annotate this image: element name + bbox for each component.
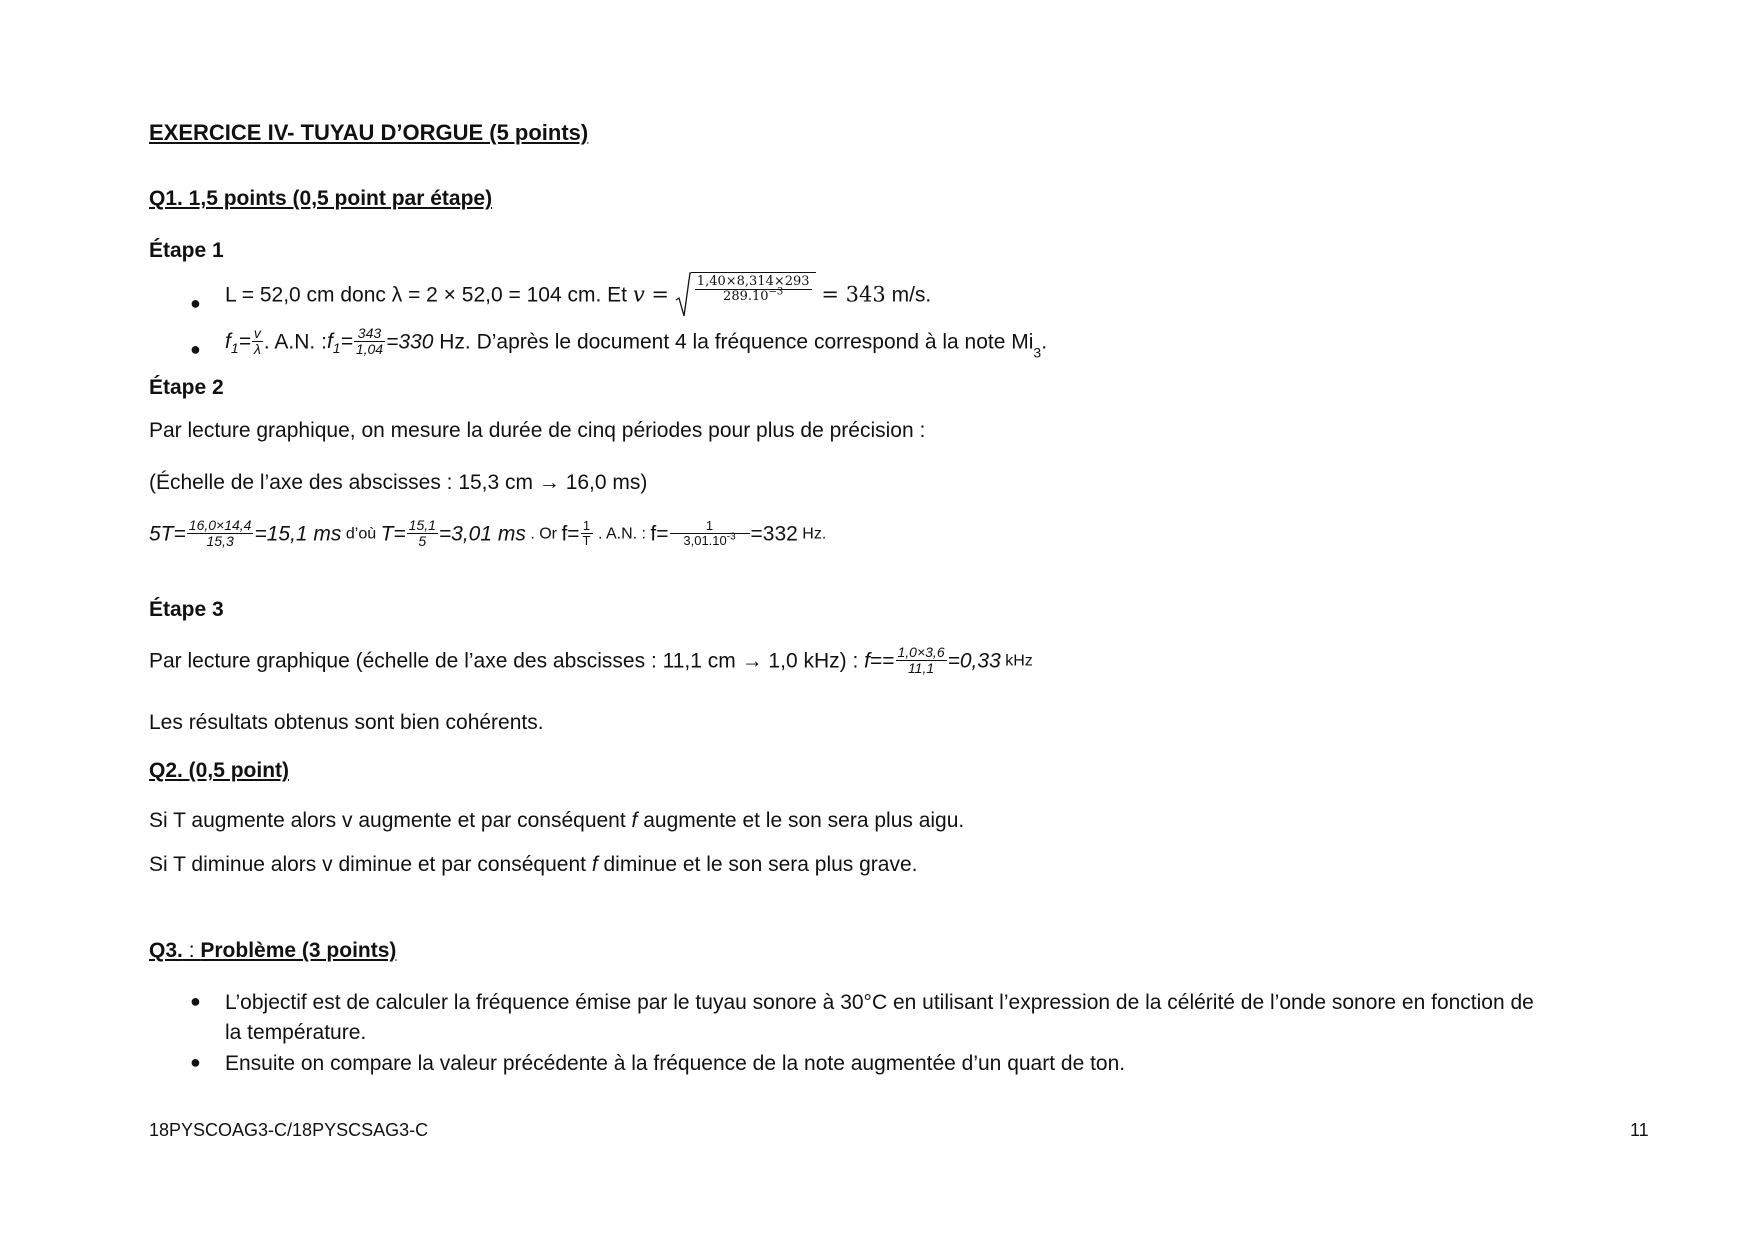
q2-line2: Si T diminue alors v diminue et par conséquent f diminue et le son sera plus grave. [149, 853, 918, 876]
frac-1-period: $\frac{1}{3,01.10^{-3}}$ [670, 519, 750, 549]
etape1-bullet1 [225, 272, 931, 318]
q2-line1: Si T augmente alors v augmente et par conséquent f augmente et le son sera plus aigu. [149, 809, 965, 832]
etape2-line2: (Échelle de l’axe des abscisses : 15,3 cm → 16,0 ms) [149, 471, 648, 494]
velocity-result: = 343 [821, 282, 886, 307]
q3-heading: Q3. : Problème (3 points) [149, 939, 397, 962]
etape3-line1: Par lecture graphique (échelle de l’axe des abscisses : 11,1 cm → 1,0 kHz) : f== $\frac{1,0\times 3,6}{11,1}$ =0,33 kHz [149, 644, 1033, 677]
q3-bullet2: Ensuite on compare la valeur précédente à la fréquence de la note augmentée d’un quart de ton. [225, 1052, 1126, 1075]
q2-heading: Q2. (0,5 point) [149, 759, 290, 782]
velocity-unit: m/s. [885, 283, 932, 307]
velocity-symbol: v = [632, 282, 669, 307]
bullet-dot: ● [190, 1052, 201, 1072]
sqrt-radicand [691, 272, 816, 318]
etape2-calc: 5T= $\frac{16,0\times 14,4}{15,3}$ =15,1 ms d’où T= $\frac{15,1}{5}$ =3,01 ms . Or f= $\frac{1}{T}$ . A.N. : f= $\frac{1}{3,01.10^{-3}}$ =332 Hz. [149, 517, 827, 550]
sqrt-sign-icon [675, 272, 691, 318]
etape2-label: Étape 2 [149, 376, 224, 399]
page-number: 11 [1630, 1120, 1649, 1140]
bullet-dot: ● [190, 293, 201, 313]
sqrt-denominator: $289.10^{-3}$ [723, 286, 784, 305]
bullet-dot: ● [190, 339, 201, 359]
etape1-b1-text: L = 52,0 cm donc λ = 2 × 52,0 = 104 cm. Et [225, 283, 633, 307]
etape3-label: Étape 3 [149, 598, 224, 621]
sqrt-expression [675, 272, 816, 318]
frac-1-t: $\frac{1}{T}$ [582, 518, 591, 549]
frac-v-lambda: $\frac{v}{\lambda}$ [253, 325, 261, 358]
etape1-bullet2: $f_1=$ $\frac{v}{\lambda}$ . A.N. $:f_1=$ $\frac{343}{1,04}$ =330 Hz. D’après le document 4 la fréquence correspond à la note $Mi_3$. [225, 325, 1048, 361]
exercise-title: EXERCICE IV- TUYAU D’ORGUE (5 points) [149, 120, 589, 145]
frac-5t: $\frac{16,0\times 14,4}{15,3}$ [188, 517, 252, 550]
frac-343-104: $\frac{343}{1,04}$ [355, 325, 384, 358]
frac-t: $\frac{15,1}{5}$ [408, 517, 436, 550]
q3-bullet1-cont: la température. [225, 1021, 367, 1044]
etape2-line1: Par lecture graphique, on mesure la durée de cinq périodes pour plus de précision : [149, 419, 926, 442]
etape3-line2: Les résultats obtenus sont bien cohérents. [149, 711, 544, 734]
etape1-label: Étape 1 [149, 239, 224, 262]
frac-khz: $\frac{1,0\times 3,6}{11,1}$ [897, 644, 945, 677]
bullet-dot: ● [190, 991, 201, 1011]
q3-bullet1: L’objectif est de calculer la fréquence émise par le tuyau sonore à 30°C en utilisant l’expression de la célérité de l’onde sonore en fonction de [225, 991, 1534, 1014]
sqrt-numerator: 1,40×8,314×293 [696, 274, 810, 289]
q1-heading: Q1. 1,5 points (0,5 point par étape) [149, 187, 493, 210]
footer-code: 18PYSCOAG3-C/18PYSCSAG3-C [149, 1120, 429, 1140]
